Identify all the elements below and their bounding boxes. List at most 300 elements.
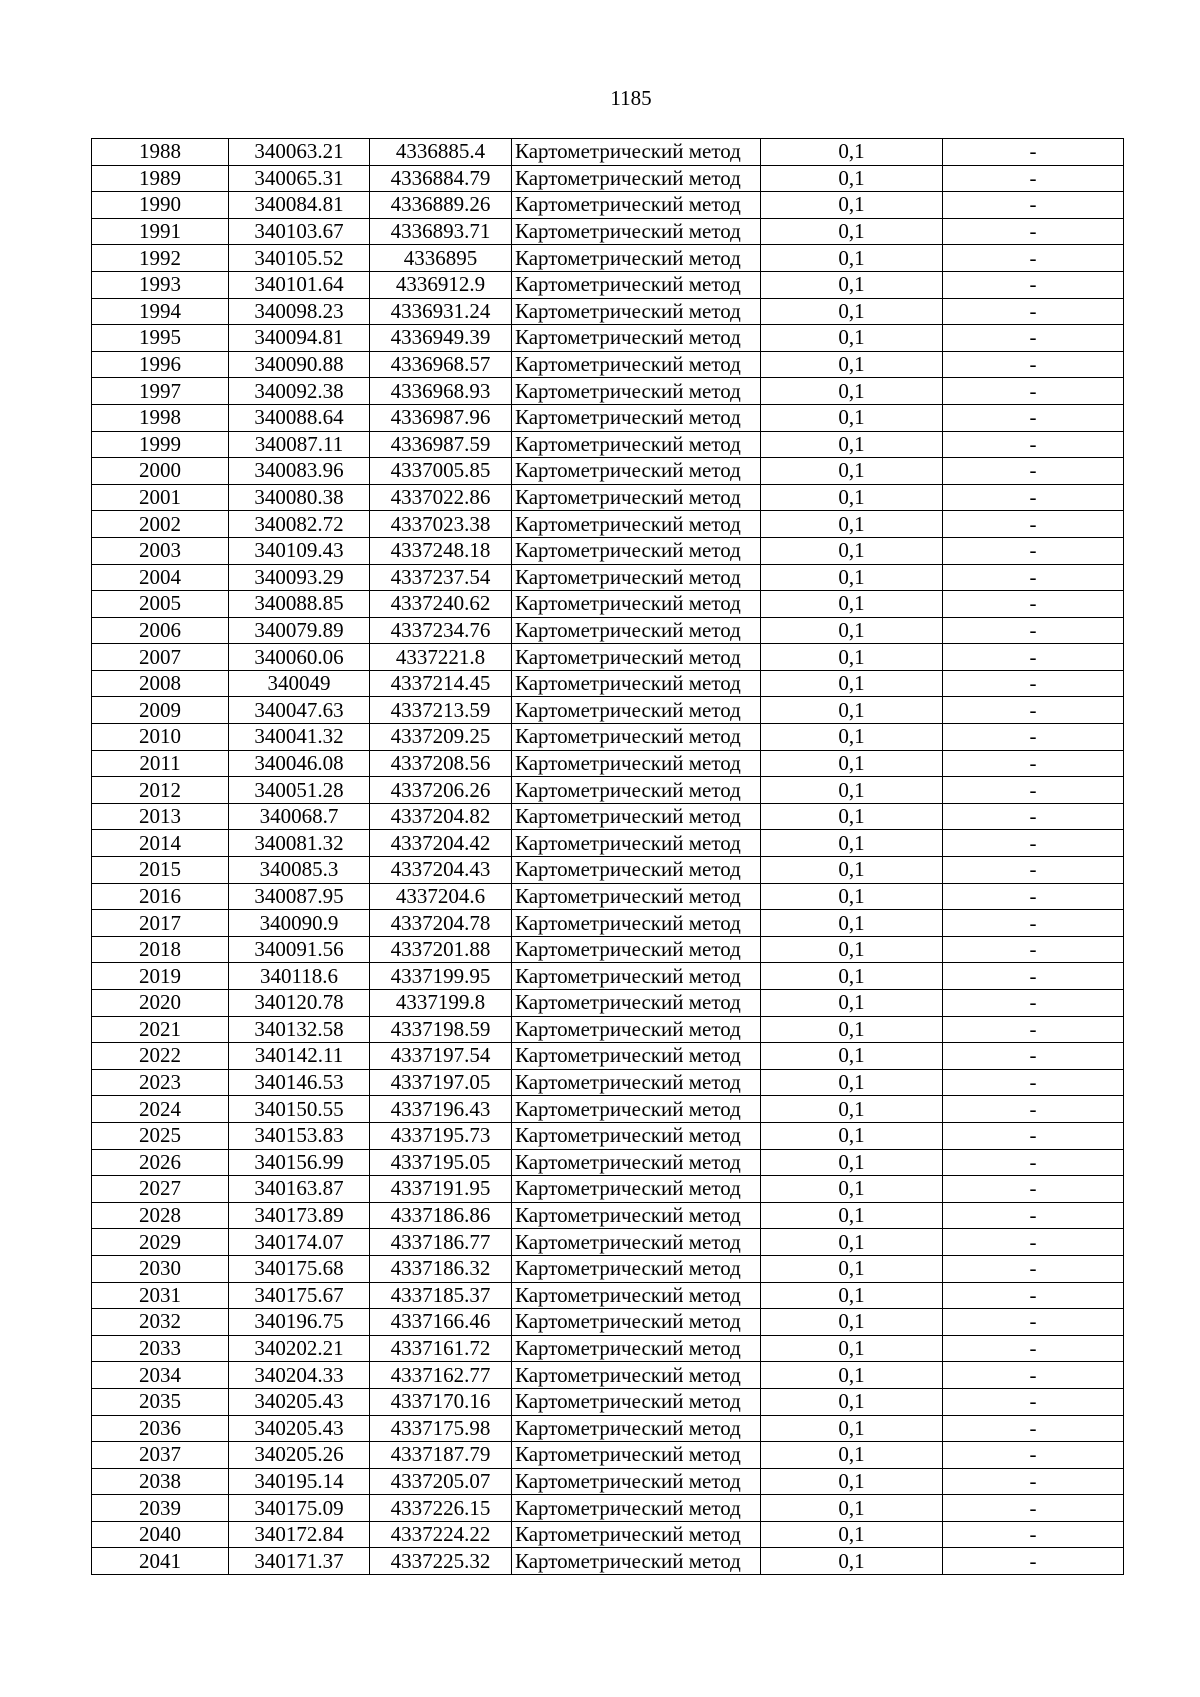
point-number-cell: 1993 bbox=[92, 271, 229, 298]
x-coordinate-cell: 340202.21 bbox=[229, 1335, 370, 1362]
x-coordinate-cell: 340196.75 bbox=[229, 1309, 370, 1336]
x-coordinate-cell: 340171.37 bbox=[229, 1548, 370, 1575]
x-coordinate-cell: 340081.32 bbox=[229, 830, 370, 857]
accuracy-cell: 0,1 bbox=[761, 1495, 943, 1522]
x-coordinate-cell: 340146.53 bbox=[229, 1069, 370, 1096]
y-coordinate-cell: 4336912.9 bbox=[370, 271, 512, 298]
table-row bbox=[92, 484, 1124, 511]
x-coordinate-cell: 340109.43 bbox=[229, 537, 370, 564]
method-cell: Картометрический метод bbox=[512, 777, 761, 804]
accuracy-cell: 0,1 bbox=[761, 218, 943, 245]
y-coordinate-cell: 4337162.77 bbox=[370, 1362, 512, 1389]
accuracy-cell: 0,1 bbox=[761, 271, 943, 298]
point-number-cell: 2001 bbox=[92, 484, 229, 511]
x-coordinate-cell: 340093.29 bbox=[229, 564, 370, 591]
table-row bbox=[92, 830, 1124, 857]
x-coordinate-cell: 340174.07 bbox=[229, 1229, 370, 1256]
note-cell: - bbox=[943, 1229, 1124, 1256]
accuracy-cell: 0,1 bbox=[761, 857, 943, 884]
point-number-cell: 2039 bbox=[92, 1495, 229, 1522]
table-row bbox=[92, 670, 1124, 697]
table-row bbox=[92, 591, 1124, 618]
y-coordinate-cell: 4337248.18 bbox=[370, 537, 512, 564]
method-cell: Картометрический метод bbox=[512, 724, 761, 751]
note-cell: - bbox=[943, 192, 1124, 219]
method-cell: Картометрический метод bbox=[512, 750, 761, 777]
method-cell: Картометрический метод bbox=[512, 883, 761, 910]
x-coordinate-cell: 340087.95 bbox=[229, 883, 370, 910]
x-coordinate-cell: 340163.87 bbox=[229, 1176, 370, 1203]
accuracy-cell: 0,1 bbox=[761, 537, 943, 564]
point-number-cell: 2014 bbox=[92, 830, 229, 857]
x-coordinate-cell: 340047.63 bbox=[229, 697, 370, 724]
x-coordinate-cell: 340205.26 bbox=[229, 1442, 370, 1469]
x-coordinate-cell: 340195.14 bbox=[229, 1468, 370, 1495]
method-cell: Картометрический метод bbox=[512, 511, 761, 538]
point-number-cell: 1988 bbox=[92, 139, 229, 166]
note-cell: - bbox=[943, 644, 1124, 671]
table-row bbox=[92, 1016, 1124, 1043]
x-coordinate-cell: 340175.67 bbox=[229, 1282, 370, 1309]
point-number-cell: 2003 bbox=[92, 537, 229, 564]
accuracy-cell: 0,1 bbox=[761, 724, 943, 751]
y-coordinate-cell: 4337186.77 bbox=[370, 1229, 512, 1256]
x-coordinate-cell: 340153.83 bbox=[229, 1122, 370, 1149]
table-row bbox=[92, 511, 1124, 538]
method-cell: Картометрический метод bbox=[512, 404, 761, 431]
x-coordinate-cell: 340142.11 bbox=[229, 1043, 370, 1070]
accuracy-cell: 0,1 bbox=[761, 936, 943, 963]
x-coordinate-cell: 340105.52 bbox=[229, 245, 370, 272]
point-number-cell: 2019 bbox=[92, 963, 229, 990]
y-coordinate-cell: 4337240.62 bbox=[370, 591, 512, 618]
note-cell: - bbox=[943, 404, 1124, 431]
y-coordinate-cell: 4337186.32 bbox=[370, 1255, 512, 1282]
point-number-cell: 2026 bbox=[92, 1149, 229, 1176]
point-number-cell: 1999 bbox=[92, 431, 229, 458]
x-coordinate-cell: 340088.64 bbox=[229, 404, 370, 431]
y-coordinate-cell: 4337204.82 bbox=[370, 803, 512, 830]
table-row bbox=[92, 1255, 1124, 1282]
x-coordinate-cell: 340046.08 bbox=[229, 750, 370, 777]
point-number-cell: 1990 bbox=[92, 192, 229, 219]
x-coordinate-cell: 340082.72 bbox=[229, 511, 370, 538]
table-row bbox=[92, 990, 1124, 1017]
point-number-cell: 2007 bbox=[92, 644, 229, 671]
method-cell: Картометрический метод bbox=[512, 218, 761, 245]
accuracy-cell: 0,1 bbox=[761, 1149, 943, 1176]
method-cell: Картометрический метод bbox=[512, 963, 761, 990]
note-cell: - bbox=[943, 1468, 1124, 1495]
accuracy-cell: 0,1 bbox=[761, 750, 943, 777]
method-cell: Картометрический метод bbox=[512, 458, 761, 485]
point-number-cell: 2028 bbox=[92, 1202, 229, 1229]
y-coordinate-cell: 4337197.54 bbox=[370, 1043, 512, 1070]
point-number-cell: 2037 bbox=[92, 1442, 229, 1469]
y-coordinate-cell: 4337225.32 bbox=[370, 1548, 512, 1575]
y-coordinate-cell: 4337234.76 bbox=[370, 617, 512, 644]
point-number-cell: 2013 bbox=[92, 803, 229, 830]
note-cell: - bbox=[943, 1415, 1124, 1442]
accuracy-cell: 0,1 bbox=[761, 192, 943, 219]
accuracy-cell: 0,1 bbox=[761, 484, 943, 511]
y-coordinate-cell: 4337023.38 bbox=[370, 511, 512, 538]
table-row bbox=[92, 750, 1124, 777]
point-number-cell: 2021 bbox=[92, 1016, 229, 1043]
x-coordinate-cell: 340063.21 bbox=[229, 139, 370, 166]
method-cell: Картометрический метод bbox=[512, 351, 761, 378]
accuracy-cell: 0,1 bbox=[761, 803, 943, 830]
accuracy-cell: 0,1 bbox=[761, 245, 943, 272]
table-row bbox=[92, 803, 1124, 830]
accuracy-cell: 0,1 bbox=[761, 830, 943, 857]
note-cell: - bbox=[943, 1122, 1124, 1149]
accuracy-cell: 0,1 bbox=[761, 1282, 943, 1309]
table-row bbox=[92, 1335, 1124, 1362]
x-coordinate-cell: 340080.38 bbox=[229, 484, 370, 511]
accuracy-cell: 0,1 bbox=[761, 1442, 943, 1469]
point-number-cell: 2002 bbox=[92, 511, 229, 538]
method-cell: Картометрический метод bbox=[512, 1282, 761, 1309]
table-row bbox=[92, 724, 1124, 751]
table-row bbox=[92, 1229, 1124, 1256]
method-cell: Картометрический метод bbox=[512, 139, 761, 166]
accuracy-cell: 0,1 bbox=[761, 1335, 943, 1362]
method-cell: Картометрический метод bbox=[512, 1468, 761, 1495]
table-row bbox=[92, 1043, 1124, 1070]
y-coordinate-cell: 4336968.57 bbox=[370, 351, 512, 378]
method-cell: Картометрический метод bbox=[512, 830, 761, 857]
table-row bbox=[92, 963, 1124, 990]
accuracy-cell: 0,1 bbox=[761, 1043, 943, 1070]
note-cell: - bbox=[943, 458, 1124, 485]
x-coordinate-cell: 340051.28 bbox=[229, 777, 370, 804]
accuracy-cell: 0,1 bbox=[761, 564, 943, 591]
accuracy-cell: 0,1 bbox=[761, 777, 943, 804]
table-row bbox=[92, 564, 1124, 591]
table-row bbox=[92, 271, 1124, 298]
x-coordinate-cell: 340156.99 bbox=[229, 1149, 370, 1176]
y-coordinate-cell: 4337195.73 bbox=[370, 1122, 512, 1149]
note-cell: - bbox=[943, 936, 1124, 963]
y-coordinate-cell: 4337170.16 bbox=[370, 1388, 512, 1415]
y-coordinate-cell: 4336893.71 bbox=[370, 218, 512, 245]
y-coordinate-cell: 4337204.42 bbox=[370, 830, 512, 857]
method-cell: Картометрический метод bbox=[512, 591, 761, 618]
method-cell: Картометрический метод bbox=[512, 1495, 761, 1522]
point-number-cell: 2012 bbox=[92, 777, 229, 804]
table-row bbox=[92, 1122, 1124, 1149]
note-cell: - bbox=[943, 1176, 1124, 1203]
note-cell: - bbox=[943, 1548, 1124, 1575]
x-coordinate-cell: 340091.56 bbox=[229, 936, 370, 963]
x-coordinate-cell: 340173.89 bbox=[229, 1202, 370, 1229]
note-cell: - bbox=[943, 1335, 1124, 1362]
table-row bbox=[92, 1202, 1124, 1229]
table-row bbox=[92, 537, 1124, 564]
table-row bbox=[92, 1468, 1124, 1495]
accuracy-cell: 0,1 bbox=[761, 1415, 943, 1442]
note-cell: - bbox=[943, 1096, 1124, 1123]
y-coordinate-cell: 4337005.85 bbox=[370, 458, 512, 485]
x-coordinate-cell: 340175.68 bbox=[229, 1255, 370, 1282]
y-coordinate-cell: 4337214.45 bbox=[370, 670, 512, 697]
point-number-cell: 1998 bbox=[92, 404, 229, 431]
y-coordinate-cell: 4337221.8 bbox=[370, 644, 512, 671]
point-number-cell: 1992 bbox=[92, 245, 229, 272]
accuracy-cell: 0,1 bbox=[761, 591, 943, 618]
method-cell: Картометрический метод bbox=[512, 1176, 761, 1203]
method-cell: Картометрический метод bbox=[512, 564, 761, 591]
point-number-cell: 2008 bbox=[92, 670, 229, 697]
x-coordinate-cell: 340204.33 bbox=[229, 1362, 370, 1389]
x-coordinate-cell: 340068.7 bbox=[229, 803, 370, 830]
point-number-cell: 2011 bbox=[92, 750, 229, 777]
method-cell: Картометрический метод bbox=[512, 990, 761, 1017]
note-cell: - bbox=[943, 537, 1124, 564]
method-cell: Картометрический метод bbox=[512, 298, 761, 325]
accuracy-cell: 0,1 bbox=[761, 165, 943, 192]
accuracy-cell: 0,1 bbox=[761, 378, 943, 405]
x-coordinate-cell: 340172.84 bbox=[229, 1521, 370, 1548]
method-cell: Картометрический метод bbox=[512, 1362, 761, 1389]
point-number-cell: 1997 bbox=[92, 378, 229, 405]
method-cell: Картометрический метод bbox=[512, 1122, 761, 1149]
point-number-cell: 2016 bbox=[92, 883, 229, 910]
table-row bbox=[92, 1362, 1124, 1389]
x-coordinate-cell: 340150.55 bbox=[229, 1096, 370, 1123]
y-coordinate-cell: 4337206.26 bbox=[370, 777, 512, 804]
accuracy-cell: 0,1 bbox=[761, 1548, 943, 1575]
point-number-cell: 2025 bbox=[92, 1122, 229, 1149]
x-coordinate-cell: 340079.89 bbox=[229, 617, 370, 644]
accuracy-cell: 0,1 bbox=[761, 298, 943, 325]
accuracy-cell: 0,1 bbox=[761, 1096, 943, 1123]
accuracy-cell: 0,1 bbox=[761, 1069, 943, 1096]
table-row bbox=[92, 378, 1124, 405]
note-cell: - bbox=[943, 990, 1124, 1017]
accuracy-cell: 0,1 bbox=[761, 670, 943, 697]
accuracy-cell: 0,1 bbox=[761, 1468, 943, 1495]
table-row bbox=[92, 1309, 1124, 1336]
note-cell: - bbox=[943, 1255, 1124, 1282]
point-number-cell: 2036 bbox=[92, 1415, 229, 1442]
accuracy-cell: 0,1 bbox=[761, 511, 943, 538]
point-number-cell: 2004 bbox=[92, 564, 229, 591]
point-number-cell: 2029 bbox=[92, 1229, 229, 1256]
note-cell: - bbox=[943, 617, 1124, 644]
x-coordinate-cell: 340098.23 bbox=[229, 298, 370, 325]
y-coordinate-cell: 4337166.46 bbox=[370, 1309, 512, 1336]
table-row bbox=[92, 1415, 1124, 1442]
method-cell: Картометрический метод bbox=[512, 1016, 761, 1043]
accuracy-cell: 0,1 bbox=[761, 458, 943, 485]
y-coordinate-cell: 4337161.72 bbox=[370, 1335, 512, 1362]
note-cell: - bbox=[943, 1388, 1124, 1415]
y-coordinate-cell: 4337198.59 bbox=[370, 1016, 512, 1043]
y-coordinate-cell: 4336884.79 bbox=[370, 165, 512, 192]
point-number-cell: 2000 bbox=[92, 458, 229, 485]
accuracy-cell: 0,1 bbox=[761, 1388, 943, 1415]
x-coordinate-cell: 340087.11 bbox=[229, 431, 370, 458]
table-row bbox=[92, 1149, 1124, 1176]
note-cell: - bbox=[943, 1309, 1124, 1336]
table-row bbox=[92, 1096, 1124, 1123]
y-coordinate-cell: 4336889.26 bbox=[370, 192, 512, 219]
point-number-cell: 2034 bbox=[92, 1362, 229, 1389]
table-row bbox=[92, 458, 1124, 485]
note-cell: - bbox=[943, 1043, 1124, 1070]
note-cell: - bbox=[943, 351, 1124, 378]
point-number-cell: 2015 bbox=[92, 857, 229, 884]
accuracy-cell: 0,1 bbox=[761, 617, 943, 644]
y-coordinate-cell: 4337213.59 bbox=[370, 697, 512, 724]
accuracy-cell: 0,1 bbox=[761, 431, 943, 458]
note-cell: - bbox=[943, 218, 1124, 245]
point-number-cell: 2041 bbox=[92, 1548, 229, 1575]
accuracy-cell: 0,1 bbox=[761, 404, 943, 431]
y-coordinate-cell: 4337204.78 bbox=[370, 910, 512, 937]
x-coordinate-cell: 340088.85 bbox=[229, 591, 370, 618]
note-cell: - bbox=[943, 165, 1124, 192]
y-coordinate-cell: 4336931.24 bbox=[370, 298, 512, 325]
note-cell: - bbox=[943, 670, 1124, 697]
method-cell: Картометрический метод bbox=[512, 1043, 761, 1070]
x-coordinate-cell: 340090.88 bbox=[229, 351, 370, 378]
method-cell: Картометрический метод bbox=[512, 192, 761, 219]
method-cell: Картометрический метод bbox=[512, 1069, 761, 1096]
note-cell: - bbox=[943, 857, 1124, 884]
x-coordinate-cell: 340049 bbox=[229, 670, 370, 697]
note-cell: - bbox=[943, 750, 1124, 777]
accuracy-cell: 0,1 bbox=[761, 1309, 943, 1336]
method-cell: Картометрический метод bbox=[512, 1229, 761, 1256]
method-cell: Картометрический метод bbox=[512, 803, 761, 830]
y-coordinate-cell: 4337237.54 bbox=[370, 564, 512, 591]
note-cell: - bbox=[943, 1282, 1124, 1309]
x-coordinate-cell: 340085.3 bbox=[229, 857, 370, 884]
y-coordinate-cell: 4336968.93 bbox=[370, 378, 512, 405]
note-cell: - bbox=[943, 1069, 1124, 1096]
method-cell: Картометрический метод bbox=[512, 1442, 761, 1469]
point-number-cell: 2024 bbox=[92, 1096, 229, 1123]
method-cell: Картометрический метод bbox=[512, 617, 761, 644]
note-cell: - bbox=[943, 431, 1124, 458]
x-coordinate-cell: 340118.6 bbox=[229, 963, 370, 990]
note-cell: - bbox=[943, 777, 1124, 804]
table-row bbox=[92, 351, 1124, 378]
table-row bbox=[92, 1442, 1124, 1469]
x-coordinate-cell: 340092.38 bbox=[229, 378, 370, 405]
y-coordinate-cell: 4337187.79 bbox=[370, 1442, 512, 1469]
accuracy-cell: 0,1 bbox=[761, 990, 943, 1017]
point-number-cell: 2005 bbox=[92, 591, 229, 618]
y-coordinate-cell: 4336987.96 bbox=[370, 404, 512, 431]
point-number-cell: 2009 bbox=[92, 697, 229, 724]
note-cell: - bbox=[943, 1202, 1124, 1229]
table-row bbox=[92, 1282, 1124, 1309]
y-coordinate-cell: 4337175.98 bbox=[370, 1415, 512, 1442]
note-cell: - bbox=[943, 245, 1124, 272]
x-coordinate-cell: 340065.31 bbox=[229, 165, 370, 192]
y-coordinate-cell: 4337224.22 bbox=[370, 1521, 512, 1548]
table-row bbox=[92, 644, 1124, 671]
table-row bbox=[92, 192, 1124, 219]
method-cell: Картометрический метод bbox=[512, 378, 761, 405]
x-coordinate-cell: 340132.58 bbox=[229, 1016, 370, 1043]
y-coordinate-cell: 4336895 bbox=[370, 245, 512, 272]
method-cell: Картометрический метод bbox=[512, 245, 761, 272]
x-coordinate-cell: 340060.06 bbox=[229, 644, 370, 671]
x-coordinate-cell: 340083.96 bbox=[229, 458, 370, 485]
y-coordinate-cell: 4336949.39 bbox=[370, 325, 512, 352]
point-number-cell: 2023 bbox=[92, 1069, 229, 1096]
note-cell: - bbox=[943, 511, 1124, 538]
accuracy-cell: 0,1 bbox=[761, 139, 943, 166]
point-number-cell: 2040 bbox=[92, 1521, 229, 1548]
accuracy-cell: 0,1 bbox=[761, 1362, 943, 1389]
x-coordinate-cell: 340103.67 bbox=[229, 218, 370, 245]
y-coordinate-cell: 4336987.59 bbox=[370, 431, 512, 458]
table-row bbox=[92, 857, 1124, 884]
method-cell: Картометрический метод bbox=[512, 271, 761, 298]
table-row bbox=[92, 1495, 1124, 1522]
method-cell: Картометрический метод bbox=[512, 857, 761, 884]
accuracy-cell: 0,1 bbox=[761, 351, 943, 378]
table-row bbox=[92, 431, 1124, 458]
table-row bbox=[92, 139, 1124, 166]
method-cell: Картометрический метод bbox=[512, 431, 761, 458]
point-number-cell: 2020 bbox=[92, 990, 229, 1017]
y-coordinate-cell: 4337204.43 bbox=[370, 857, 512, 884]
table-row bbox=[92, 697, 1124, 724]
method-cell: Картометрический метод bbox=[512, 1548, 761, 1575]
method-cell: Картометрический метод bbox=[512, 1149, 761, 1176]
table-row bbox=[92, 1521, 1124, 1548]
x-coordinate-cell: 340205.43 bbox=[229, 1415, 370, 1442]
point-number-cell: 2022 bbox=[92, 1043, 229, 1070]
method-cell: Картометрический метод bbox=[512, 1521, 761, 1548]
y-coordinate-cell: 4337204.6 bbox=[370, 883, 512, 910]
note-cell: - bbox=[943, 1521, 1124, 1548]
y-coordinate-cell: 4337195.05 bbox=[370, 1149, 512, 1176]
table-row bbox=[92, 404, 1124, 431]
point-number-cell: 1994 bbox=[92, 298, 229, 325]
y-coordinate-cell: 4337185.37 bbox=[370, 1282, 512, 1309]
x-coordinate-cell: 340101.64 bbox=[229, 271, 370, 298]
table-row bbox=[92, 777, 1124, 804]
note-cell: - bbox=[943, 378, 1124, 405]
x-coordinate-cell: 340090.9 bbox=[229, 910, 370, 937]
note-cell: - bbox=[943, 697, 1124, 724]
accuracy-cell: 0,1 bbox=[761, 910, 943, 937]
page-number: 1185 bbox=[610, 86, 652, 110]
y-coordinate-cell: 4337209.25 bbox=[370, 724, 512, 751]
y-coordinate-cell: 4337208.56 bbox=[370, 750, 512, 777]
note-cell: - bbox=[943, 910, 1124, 937]
x-coordinate-cell: 340120.78 bbox=[229, 990, 370, 1017]
point-number-cell: 2006 bbox=[92, 617, 229, 644]
accuracy-cell: 0,1 bbox=[761, 1255, 943, 1282]
table-row bbox=[92, 1548, 1124, 1575]
y-coordinate-cell: 4337199.8 bbox=[370, 990, 512, 1017]
y-coordinate-cell: 4336885.4 bbox=[370, 139, 512, 166]
point-number-cell: 2010 bbox=[92, 724, 229, 751]
method-cell: Картометрический метод bbox=[512, 670, 761, 697]
y-coordinate-cell: 4337201.88 bbox=[370, 936, 512, 963]
point-number-cell: 2035 bbox=[92, 1388, 229, 1415]
point-number-cell: 2027 bbox=[92, 1176, 229, 1203]
